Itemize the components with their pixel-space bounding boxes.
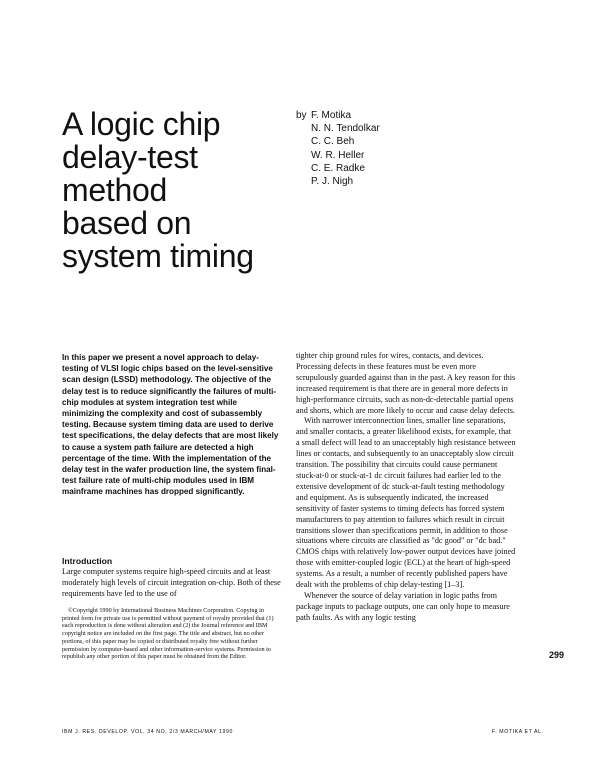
title-line: based on [62,205,192,241]
author-footer: F. MOTIKA ET AL. [492,729,544,735]
body-paragraph: tighter chip ground rules for wires, contacts, and devices. Processing defects in these features must be even more scrupulously guarded against than in the past. A key reason for this increased requirement is that there are in general more defects in high-performance circuits, such as non-dc-detectable partial opens and shorts, which are more likely to occur and cause delay defects. [296,351,516,415]
author-list [296,109,380,188]
body-right-column [296,351,516,624]
title-line: method [62,172,167,208]
author-name: C. E. Radke [311,162,365,174]
title-line: system timing [62,238,254,274]
introduction-text: Large computer systems require high-speed circuits and at least moderately high levels of circuit integration on-chip. Both of these requirements have led to the use of [62,567,281,598]
page-number: 299 [549,650,565,660]
author-name: F. Motika [311,110,352,121]
body-paragraph: With narrower interconnection lines, smaller line separations, and smaller contacts, a greater likelihood exists, for example, that a small defect will lead to an unacceptably high resistance between lines or contacts, and subsequently to an unacceptably slow circuit transition. The possibility that circuits could cause permanent stuck-at-0 or stuck-at-1 dc circuit failures had earlier led to the extensive development of dc stuck-at-fault testing methodology and equipment. As is subsequently indicated, the increased sensitivity of faster systems to timing defects has forced system manufacturers to pay attention to failures which result in circuit transitions slower than specifications permit, in addition to those situations where circuits are classified as "dc good" or "dc bad." CMOS chips with relatively low-power output devices have joined those with emitter-coupled logic (ECL) at the heart of high-speed systems. As a result, a number of recently published papers have dealt with the problems of chip delay-testing [1–3]. [296,416,516,590]
author-by-label: by [296,110,307,121]
title-line: delay-test [62,139,198,175]
paper-title [62,108,282,273]
author-name: N. N. Tendolkar [311,123,380,135]
journal-footer: IBM J. RES. DEVELOP. VOL. 34 NO. 2/3 MARCH/MAY 1990 [62,729,234,735]
title-line: A logic chip [62,106,221,142]
body-paragraph: Whenever the source of delay variation in logic paths from package inputs to package outputs, one can only hope to measure path faults. As with any logic testing [296,590,510,622]
author-name: W. R. Heller [311,149,365,161]
author-name: C. C. Beh [311,136,355,148]
abstract: In this paper we present a novel approach to delay-testing of VLSI logic chips based on the level-sensitive scan design (LSSD) methodology. The objective of the delay test is to reduce significantly the failures of multi-chip modules at system integration test while minimizing the complexity and cost of subassembly testing. Because system timing data are used to derive test specifications, the delay defects that are most likely to cause a system path failure are detected a high percentage of the time. With the implementation of the delay test in the wafer production line, the system final-test failure rate of multi-chip modules used in IBM mainframe machines has dropped significantly. [62,353,279,497]
copyright-notice: ©Copyright 1990 by International Business Machines Corporation. Copying in printed form for private use is permitted without payment of royalty provided that (1) each reproduction is done without alteration and (2) the Journal reference and IBM copyright notice are included on the first page. The title and abstract, but no other portions, of this paper may be copied or distributed royalty free without further permission by computer-based and other information-service systems. Permission to republish any other portion of this paper must be obtained from the Editor. [62,607,274,661]
author-name: P. J. Nigh [311,176,354,188]
section-heading-introduction: Introduction [62,556,113,566]
